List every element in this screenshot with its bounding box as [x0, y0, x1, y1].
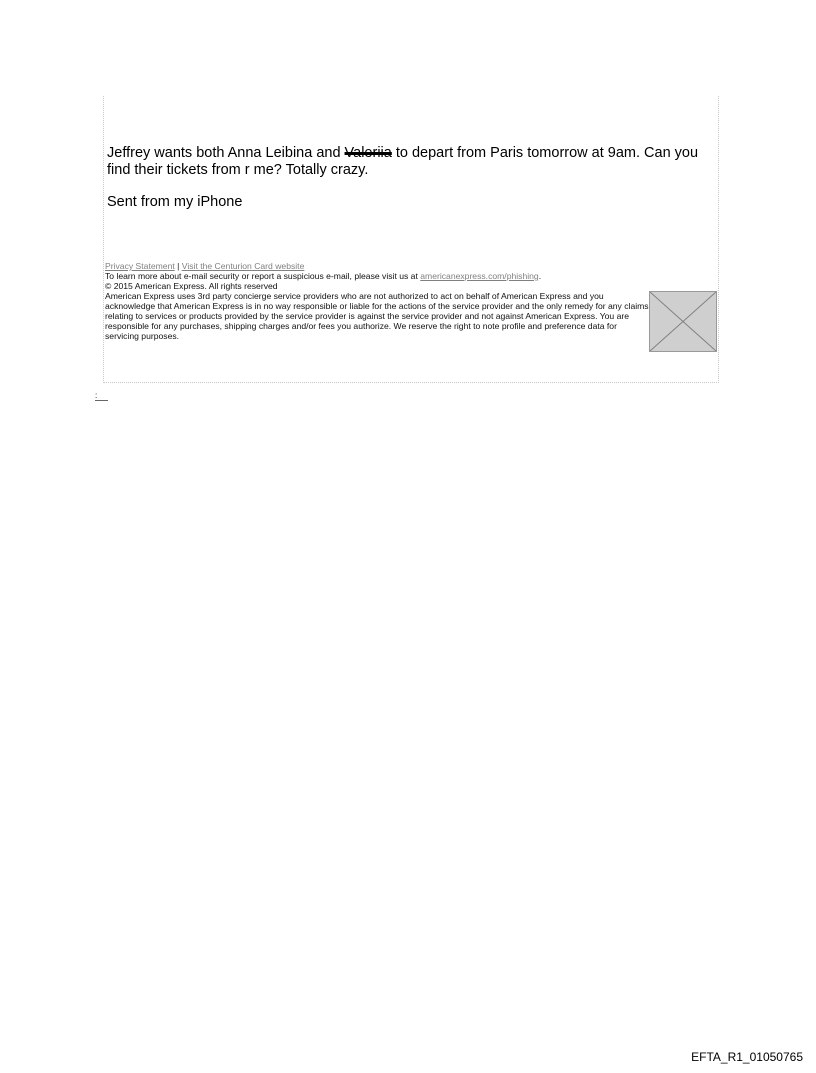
footer-links-row	[105, 261, 650, 271]
message-text	[107, 145, 719, 179]
document-id: EFTA_R1_01050765	[691, 1050, 803, 1064]
security-end: .	[538, 271, 542, 281]
message-text-start: Jeffrey wants both Anna Leibina and	[107, 145, 345, 161]
phishing-link[interactable]: americanexpress.com/phishing	[420, 271, 539, 281]
page-mark	[95, 392, 109, 402]
privacy-statement-link[interactable]: Privacy Statement	[105, 261, 175, 271]
image-placeholder-icon	[650, 292, 716, 351]
concierge-disclaimer: American Express uses 3rd party concierge service providers who are not authorized to act on behalf of American Express and you acknowledge that American Express is in no way responsible or liable for the actions of the service provider and the only remedy for any claims relating to services or products provided by the service provider is against the service provider and not against American Express. You are responsible for any purchases, shipping charges and/or fees you authorize. We reserve the right to note profile and preference data for servicing purposes.	[105, 291, 649, 341]
security-text: To learn more about e-mail security or report a suspicious e-mail, please visit us at	[105, 271, 421, 281]
broken-image-placeholder	[649, 291, 717, 352]
page-mark-line	[95, 400, 108, 401]
message-body	[107, 145, 719, 179]
message-text-end: to depart from Paris tomorrow at 9am. Can you find their tickets from r me? Totally crazy.	[107, 145, 699, 178]
redacted-name: Valeriia	[344, 145, 392, 161]
email-footer	[105, 261, 650, 341]
security-notice	[105, 271, 650, 281]
page-mark-dot: :	[95, 391, 98, 400]
copyright-text: © 2015 American Express. All rights reserved	[105, 281, 278, 291]
link-separator: |	[177, 261, 180, 271]
email-signature: Sent from my iPhone	[107, 194, 243, 210]
centurion-card-link[interactable]: Visit the Centurion Card website	[181, 261, 305, 271]
